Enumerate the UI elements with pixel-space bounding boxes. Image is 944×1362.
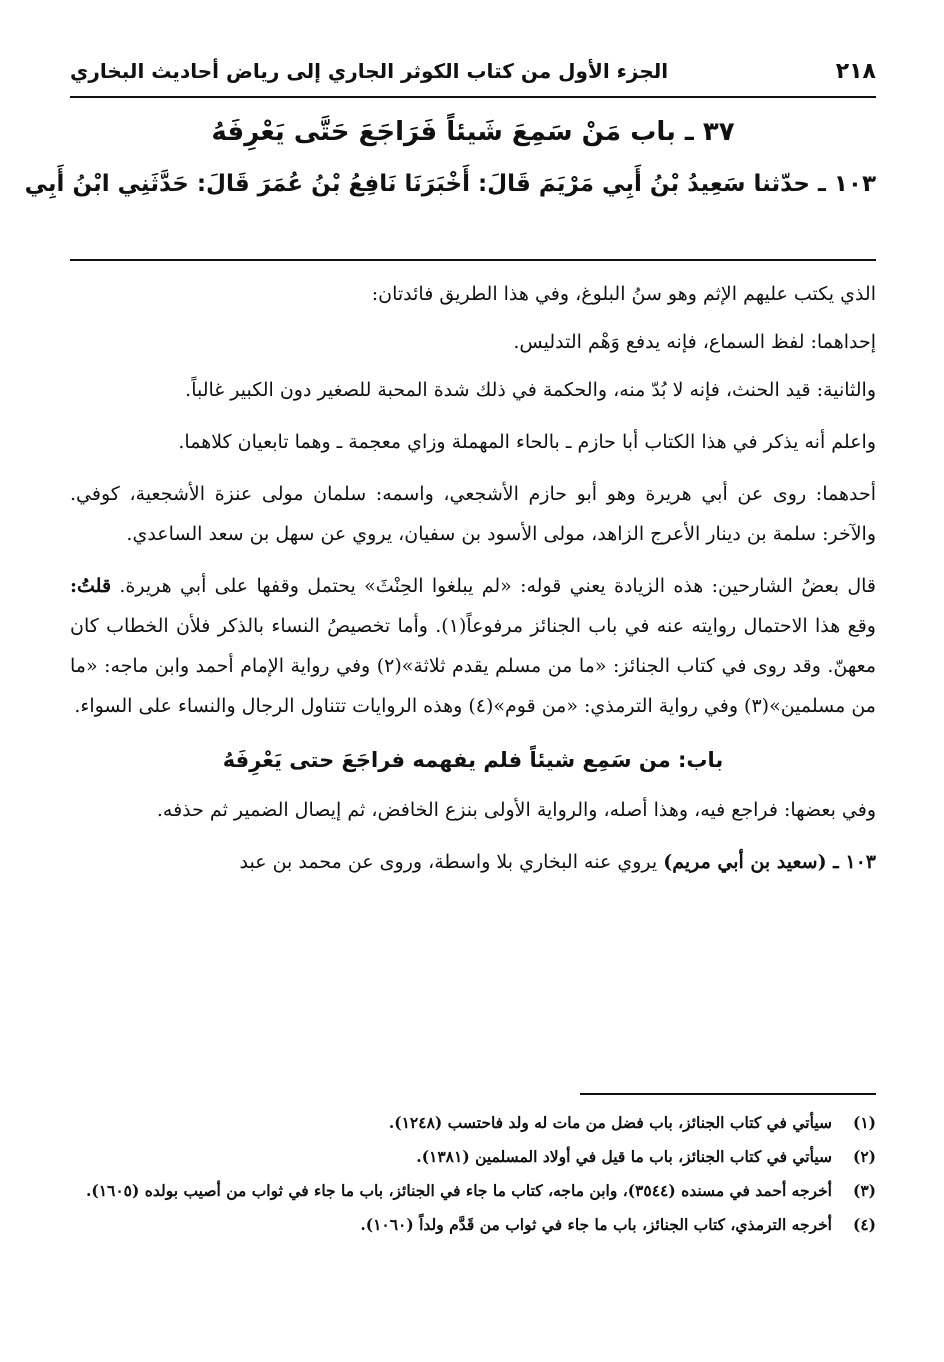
commentary-paragraph: أحدهما: روى عن أبي هريرة وهو أبو حازم الأشجعي، واسمه: سلمان مولى عنزة الأشجعية، كوفي. والآخر: سلمة بن دينار الأعرج الزاهد، مولى الأسود بن سفيان، يروي عن سهل بن سعد الساعدي. xyxy=(70,483,876,545)
page-number: ٢١٨ xyxy=(835,58,876,84)
footnote xyxy=(70,1208,876,1242)
section-heading: باب: من سَمِع شيئاً فلم يفهمه فراجَعَ حتى يَعْرِفَهُ xyxy=(222,748,724,772)
commentary-paragraph: إحداهما: لفظ السماع، فإنه يدفع وَهْم التدليس. xyxy=(513,331,876,353)
running-header xyxy=(70,52,876,98)
commentary-paragraph xyxy=(70,566,876,726)
footnote-number: (٣) xyxy=(852,1181,876,1200)
footnote-text: أخرجه الترمذي، كتاب الجنائز، باب ما جاء في ثواب من قَدَّم ولداً (١٠٦٠). xyxy=(360,1215,832,1234)
chapter-heading: ٣٧ ـ باب مَنْ سَمِعَ شَيئاً فَرَاجَعَ حَتَّى يَعْرِفَهُ xyxy=(211,117,735,147)
footnote-divider xyxy=(580,1093,876,1095)
commentary-paragraph xyxy=(70,842,876,882)
footnote-number: (١) xyxy=(852,1113,876,1132)
footnote xyxy=(70,1106,876,1140)
footnote xyxy=(70,1174,876,1208)
footnote-number: (٢) xyxy=(852,1147,876,1166)
commentary-paragraph: الذي يكتب عليهم الإثم وهو سنُ البلوغ، وفي هذا الطريق فائدتان: xyxy=(371,283,876,305)
paragraph-text: وقع هذا الاحتمال روايته عنه في باب الجنائز مرفوعاً(١). وأما تخصيصُ النساء بالذكر فلأن الخطاب كان معهنّ. وقد روى في كتاب الجنائز: «ما من مسلم يقدم ثلاثة»(٢) وفي رواية الإمام أحمد وابن ماجه: «ما من مسلمين»(٣) وفي رواية الترمذي: «من قوم»(٤) وهذه الروايات تتناول الرجال والنساء على السواء. xyxy=(70,615,876,717)
footnote xyxy=(70,1140,876,1174)
paragraph-text: يروي عنه البخاري بلا واسطة، وروى عن محمد بن عبد xyxy=(239,851,658,873)
text-divider xyxy=(70,259,876,261)
footnote-text: سيأتي في كتاب الجنائز، باب ما قيل في أولاد المسلمين (١٣٨١). xyxy=(416,1147,832,1166)
commentary-paragraph: واعلم أنه يذكر في هذا الكتاب أبا حازم ـ بالحاء المهملة وزاي معجمة ـ وهما تابعيان كلاهما. xyxy=(178,431,876,453)
book-title: الجزء الأول من كتاب الكوثر الجاري إلى رياض أحاديث البخاري xyxy=(70,59,669,83)
commentary-paragraph: والثانية: قيد الحنث، فإنه لا بُدّ منه، والحكمة في ذلك شدة المحبة للصغير دون الكبير غالباً. xyxy=(185,379,876,401)
commentary-paragraph: وفي بعضها: فراجع فيه، وهذا أصله، والرواية الأولى بنزع الخافض، ثم إيصال الضمير ثم حذفه. xyxy=(156,799,876,821)
footnote-text: أخرجه أحمد في مسنده (٣٥٤٤)، وابن ماجه، كتاب ما جاء في الجنائز، باب ما جاء في ثواب من أصيب بولده (١٦٠٥). xyxy=(85,1181,832,1200)
qultu-marker: قلتُ: xyxy=(70,575,112,597)
commentary-body xyxy=(70,274,876,894)
footnotes xyxy=(70,1106,876,1242)
paragraph-text: قال بعضُ الشارحين: هذه الزيادة يعني قوله: «لم يبلغوا الحِنْثَ» يحتمل وقفها على أبي هريرة. xyxy=(119,575,877,597)
footnote-number: (٤) xyxy=(852,1215,876,1234)
footnote-text: سيأتي في كتاب الجنائز، باب فضل من مات له ولد فاحتسب (١٢٤٨). xyxy=(388,1113,832,1132)
hadith-text: ١٠٣ ـ حدّثنا سَعِيدُ بْنُ أَبِي مَرْيَمَ قَالَ: أَخْبَرَنَا نَافِعُ بْنُ عُمَرَ قَالَ: حَدَّثَنِي ابْنُ أَبِي xyxy=(24,171,876,197)
hadith-number-label: ١٠٣ ـ (سعيد بن أبي مريم) xyxy=(663,851,876,873)
